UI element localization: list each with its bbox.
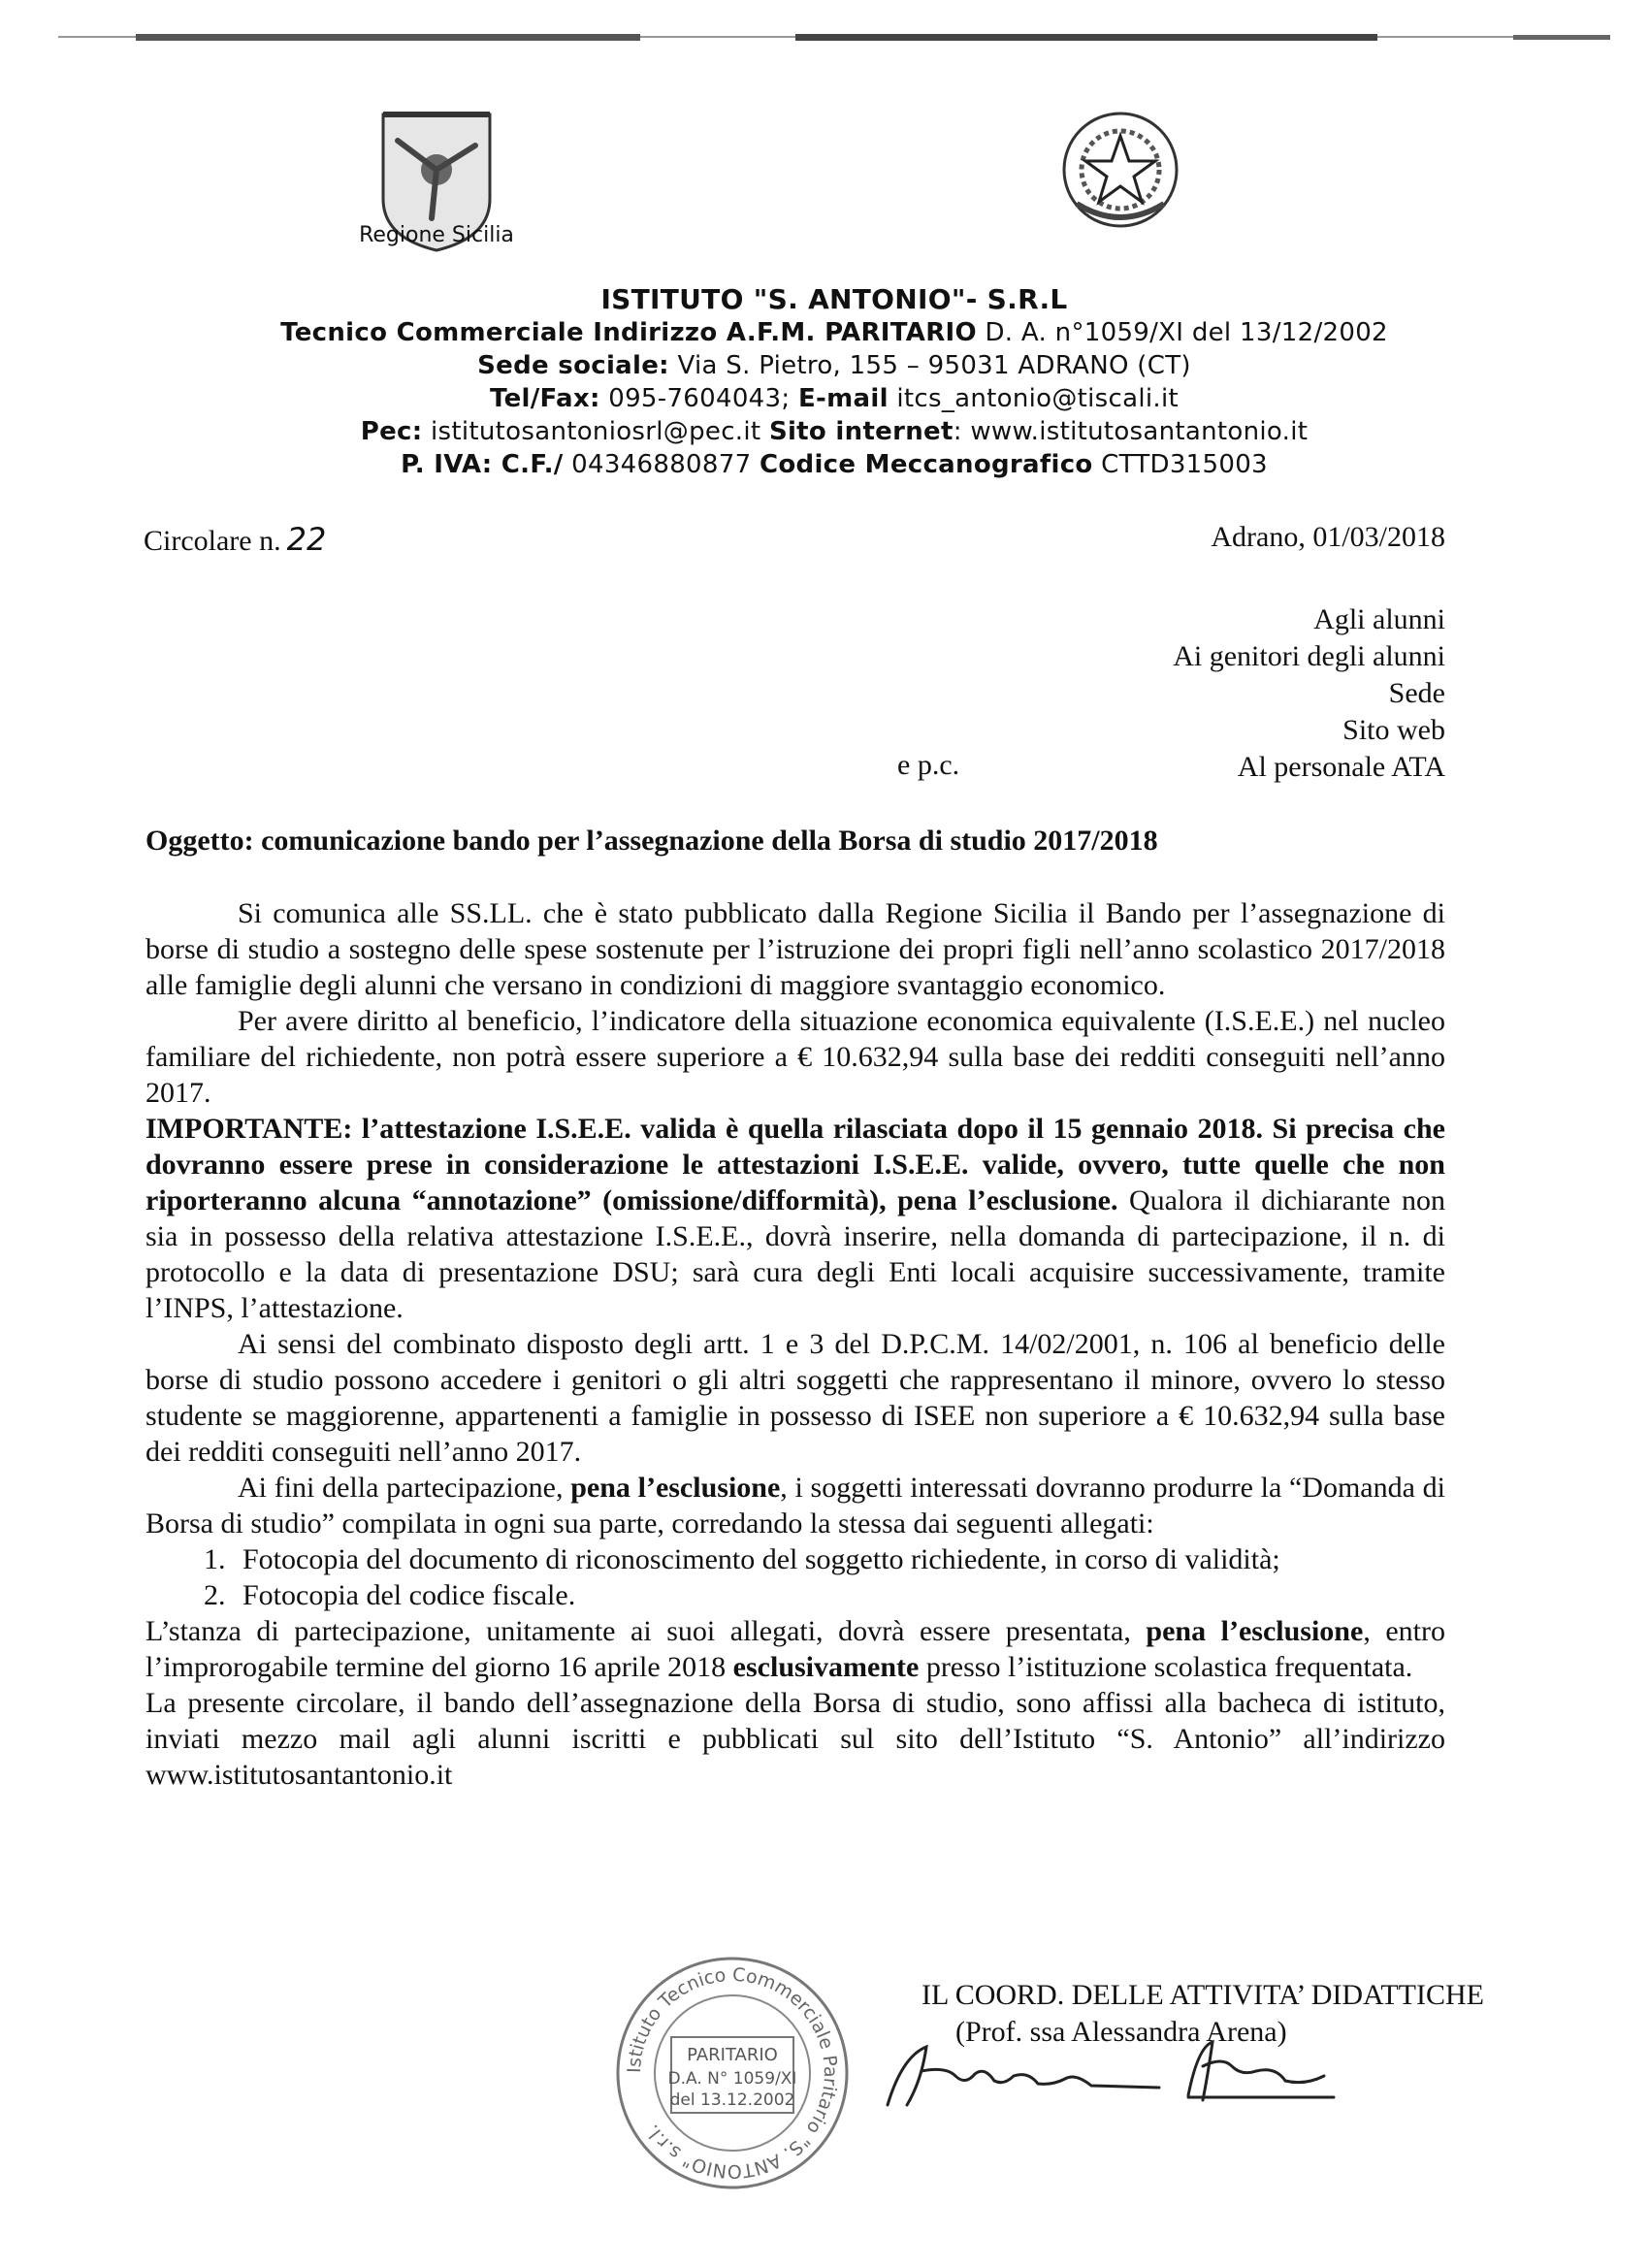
list-item: 2. Fotocopia del codice fiscale. [233,1577,1445,1613]
letter-body [146,895,1445,1793]
paragraph: L’stanza di partecipazione, unitamente ai suoi allegati, dovrà essere presentata, pena l’esclusione, entro l’improrogabile termine del giorno 16 aprile 2018 esclusivamente presso l’istituzione scolastica frequentata. [146,1615,1445,1683]
recipient: Agli alunni [1313,603,1445,635]
vat-number: 04346880877 [563,450,760,479]
address: Via S. Pietro, 155 – 95031 ADRANO (CT) [668,351,1191,380]
recipient: Al personale ATA [1237,751,1445,783]
subject-line: Oggetto: comunicazione bando per l’assegnazione della Borsa di studio 2017/2018 [146,825,1158,857]
recipient: Sito web [1342,714,1445,746]
list-item: 1. Fotocopia del documento di riconoscimento del soggetto richiedente, in corso di validità; [233,1541,1445,1577]
phone-label: Tel/Fax: [490,384,600,413]
paragraph: Ai fini della partecipazione, pena l’esclusione, i soggetti interessati dovranno produrre la “Domanda di Borsa di studio” compilata in ogni sua parte, corredando la stessa dai seguenti allegati: [146,1472,1445,1539]
paragraph: Per avere diritto al beneficio, l’indicatore della situazione economica equivalente (I.S.E.E.) nel nucleo familiare del richiedente, non potrà essere superiore a € 10.632,94 sulla base dei redditi conseguiti nell’anno 2017. [146,1005,1445,1109]
stamp-center-line1: PARITARIO [687,2045,778,2065]
email-label: E-mail [797,384,889,413]
vat-label: P. IVA: C.F./ [401,450,564,479]
stamp-center-line3: del 13.12.2002 [669,2090,795,2110]
scan-noise [58,33,1610,43]
stamp-center-line2: D.A. N° 1059/XI [667,2069,797,2089]
institute-name: ISTITUTO "S. ANTONIO"- S.R.L [600,283,1068,315]
pec-label: Pec: [360,417,423,446]
signatory-name: (Prof. ssa Alessandra Arena) [955,2016,1287,2048]
address-label: Sede sociale: [477,351,669,380]
institute-type: Tecnico Commerciale Indirizzo A.F.M. PARITARIO [280,318,977,347]
stamp-ring-text: Istituto Tecnico Commerciale Paritario "S. ANTONIO" s.r.l. [623,1963,842,2183]
letterhead [146,283,1523,481]
paragraph: Ai sensi del combinato disposto degli artt. 1 e 3 del D.P.C.M. 14/02/2001, n. 106 al beneficio delle borse di studio possono accedere i genitori o gli altri soggetti che rappresentano il minore, ovvero lo stesso studente se maggiorenne, appartenenti a famiglie in possesso di ISEE non superiore a € 10.632,94 sulla base dei redditi conseguiti nell’anno 2017. [146,1328,1445,1468]
phone: 095-7604043; [599,384,798,413]
school-stamp [611,1952,854,2194]
italian-republic-emblem [1057,107,1183,233]
recipient: Sede [1388,677,1445,709]
school-code-label: Codice Meccanografico [759,450,1093,479]
pec: istitutosantoniosrl@pec.it [422,417,769,446]
decree-reference: D. A. n°1059/XI del 13/12/2002 [976,318,1388,347]
place-date: Adrano, 01/03/2018 [1211,521,1445,553]
paragraph: IMPORTANTE: l’attestazione I.S.E.E. valida è quella rilasciata dopo il 15 gennaio 2018. Si precisa che dovranno essere prese in considerazione le attestazioni I.S.E.E. valide, ovvero, tutte quelle che non riporteranno alcuna “annotazione” (omissione/difformità), pena l’esclusione. Qualora il dichiarante non sia in possesso della relativa attestazione I.S.E.E., dovrà inserire, nella domanda di partecipazione, il n. di protocollo e la data di presentazione DSU; sarà cura degli Enti locali acquisire successivamente, tramite l’INPS, l’attestazione. [146,1113,1445,1324]
signatory-title: IL COORD. DELLE ATTIVITA’ DIDATTICHE [922,1979,1484,2011]
recipients [1173,601,1445,786]
school-code: CTTD315003 [1092,450,1268,479]
region-caption: Regione Sicilia [359,223,514,247]
circular-number [144,521,326,558]
handwritten-signature [868,2027,1353,2115]
website-label: Sito internet [768,417,954,446]
epc-label: e p.c. [897,749,960,781]
paragraph: La presente circolare, il bando dell’assegnazione della Borsa di studio, sono affissi alla bacheca di istituto, inviati mezzo mail agli alunni iscritti e pubblicati sul sito dell’Istituto “S. Antonio” all’indirizzo www.istitutosantantonio.it [146,1687,1445,1791]
website: : www.istitutosantantonio.it [953,417,1309,446]
paragraph: Si comunica alle SS.LL. che è stato pubblicato dalla Regione Sicilia il Bando per l’assegnazione di borse di studio a sostegno delle spese sostenute per l’istruzione dei propri figli nell’anno scolastico 2017/2018 alle famiglie degli alunni che versano in condizioni di maggiore svantaggio economico. [146,897,1445,1001]
email: itcs_antonio@tiscali.it [888,384,1179,413]
circular-number-value: 22 [286,521,327,558]
circular-label: Circolare n. [144,525,281,557]
important-notice: IMPORTANTE: l’attestazione I.S.E.E. valida è quella rilasciata dopo il 15 gennaio 2018. Si precisa che dovranno essere prese in considerazione le attestazioni I.S.E.E. valide, ovvero, tutte quelle che non riporteranno alcuna “annotazione” (omissione/difformità), pena l’esclusione. [146,1113,1445,1216]
recipient: Ai genitori degli alunni [1173,640,1445,672]
attachments-list [146,1541,1445,1613]
